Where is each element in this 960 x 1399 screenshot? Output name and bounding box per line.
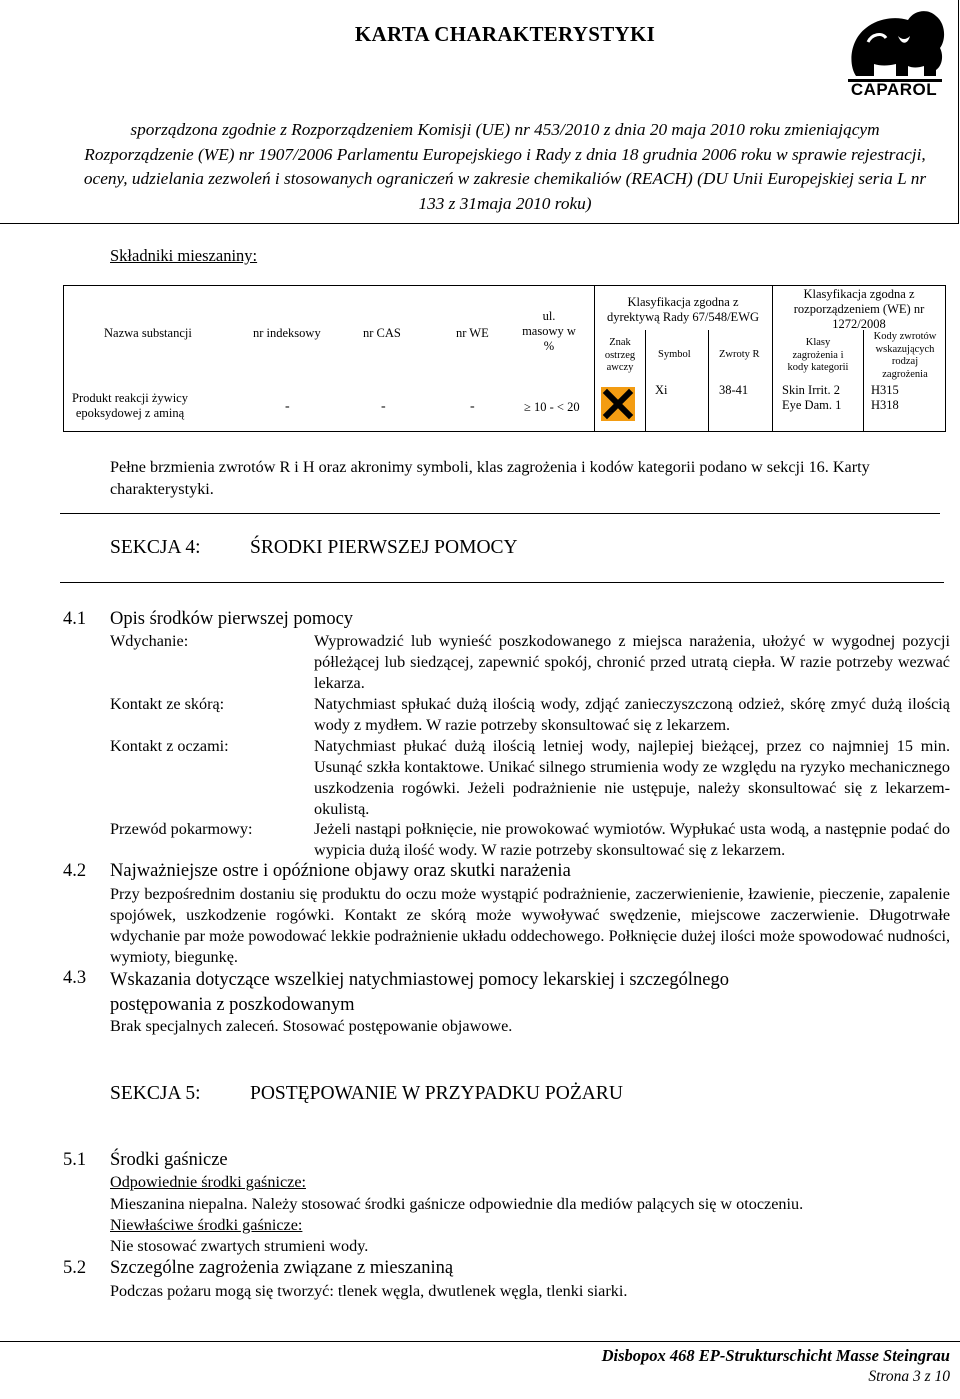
table-divider <box>594 285 595 432</box>
subtitle-line: oceny, udzielania zezwoleń i stosowanych ograniczeń w zakresie chemikaliów (REACH) (DU Unii Europejskiej seria L nr <box>83 169 927 188</box>
regulation-line: rozporządzeniem (WE) nr <box>793 302 925 316</box>
substance-name-line: Produkt reakcji żywicy <box>72 391 188 405</box>
subsection-title: Środki gaśnicze <box>110 1150 228 1170</box>
section5-label: SEKCJA 5: <box>110 1083 201 1104</box>
section4-title: ŚRODKI PIERWSZEJ POMOCY <box>250 537 518 558</box>
first-aid-label: Kontakt ze skórą: <box>110 695 225 713</box>
col-r-phrases: Zwroty R <box>719 349 760 360</box>
components-heading: Składniki mieszaniny: <box>110 246 258 265</box>
h-code-line: rodzaj <box>891 356 919 367</box>
sign-line: ostrzeg <box>604 349 636 361</box>
subsection-number: 4.3 <box>63 968 87 988</box>
mass-line: % <box>543 339 555 353</box>
col-symbol: Symbol <box>658 349 691 360</box>
fire-hazards-text: Podczas pożaru mogą się tworzyć: tlenek węgla, dwutlenek węgla, tlenki siarki. <box>110 1282 628 1300</box>
row-index: - <box>285 399 290 414</box>
substance-name-line: epoksydowej z aminą <box>75 406 185 420</box>
table-divider <box>772 285 773 432</box>
sign-line: awczy <box>606 362 634 373</box>
page-number: Strona 3 z 10 <box>868 1368 950 1385</box>
subsection-number: 5.1 <box>63 1150 87 1170</box>
subsection-title <box>110 968 729 1018</box>
regulation-subtitle <box>0 118 960 216</box>
harmful-irritant-pictogram <box>600 386 636 422</box>
subsection-number: 4.1 <box>63 609 87 629</box>
subsection-title: Szczególne zagrożenia związane z mieszaniną <box>110 1258 454 1278</box>
unsuitable-media-text: Nie stosować zwartych strumieni wody. <box>110 1237 369 1255</box>
footer-divider <box>0 1341 960 1342</box>
col-index-number: nr indeksowy <box>253 326 321 340</box>
unsuitable-media-label: Niewłaściwe środki gaśnicze: <box>110 1216 303 1234</box>
h-code-line: zagrożenia <box>882 368 928 380</box>
col-cas-number: nr CAS <box>363 326 401 340</box>
suitable-media-label: Odpowiednie środki gaśnicze: <box>110 1173 306 1191</box>
col-h-codes <box>864 331 946 381</box>
document-title: KARTA CHARAKTERYSTYKI <box>354 22 656 46</box>
hazard-class-line: zagrożenia i <box>792 349 844 361</box>
first-aid-label: Kontakt z oczami: <box>110 737 229 755</box>
subsection-number: 5.2 <box>63 1258 87 1278</box>
first-aid-text: Wyprowadzić lub wynieść poszkodowanego z miejsca narażenia, ułożyć w wygodnej pozycji półleżącej lub siedzącej, zapewnić spokój, chronić przed utratą ciepła. W razie potrzeby wezwać lekarza. <box>314 632 950 692</box>
row-symbol: Xi <box>655 383 668 397</box>
directive-line: dyrektywą Rady 67/548/EWG <box>606 310 760 324</box>
first-aid-text: Natychmiast spłukać dużą ilością wody, zdjąć zanieczyszczoną odzież, skórę zmyć dużą ilością wody z mydłem. W razie potrzeby skonsultować się z lekarzem. <box>314 695 950 734</box>
h-code: H318 <box>871 398 899 412</box>
first-aid-label: Wdychanie: <box>110 632 189 650</box>
regulation-line: Klasyfikacja zgodna z <box>803 287 915 301</box>
first-aid-text: Natychmiast płukać dużą ilością letniej wody, najlepiej bieżącej, przez co najmniej 15 min. Usunąć szkła kontaktowe. Unikać silnego strumienia wody ze względu na ryzyko mechanicznego uszkodzenia rogówki. Jeżeli podrażnienie nie ustępuje, należy skonsultować się z lekarzem-okulistą. <box>314 737 950 818</box>
logo-text: CAPAROL <box>850 80 938 99</box>
h-code: H315 <box>871 383 899 397</box>
row-r-phrases: 38-41 <box>719 383 749 397</box>
sign-line: Znak <box>609 337 631 348</box>
section-divider <box>60 582 944 583</box>
hazard-class: Skin Irrit. 2 <box>782 383 840 397</box>
caparol-logo <box>838 6 950 102</box>
medical-advice-text: Brak specjalnych zaleceń. Stosować postępowanie objawowe. <box>110 1017 513 1035</box>
row-h-codes <box>871 383 899 413</box>
row-cas: - <box>381 399 386 414</box>
components-note: Pełne brzmienia zwrotów R i H oraz akronimy symboli, klas zagrożenia i kodów kategorii podano w sekcji 16. Karty charakterystyki. <box>110 458 870 498</box>
section5-title: POSTĘPOWANIE W PRZYPADKU POŻARU <box>250 1083 623 1104</box>
hazard-class-line: Klasy <box>805 337 831 348</box>
table-divider <box>708 330 709 432</box>
row-hazard-classes <box>782 383 841 413</box>
subsection-title-line: Wskazania dotyczące wszelkiej natychmiastowej pomocy lekarskiej i szczególnego <box>110 970 729 990</box>
subsection-title: Najważniejsze ostre i opóźnione objawy oraz skutki narażenia <box>110 861 571 881</box>
h-code-line: wskazujących <box>875 343 935 355</box>
mass-line: ul. <box>542 309 556 323</box>
row-we: - <box>470 399 475 414</box>
directive-line: Klasyfikacja zgodna z <box>627 295 739 309</box>
subsection-title-line: postępowania z poszkodowanym <box>110 995 355 1015</box>
col-directive-classification <box>596 295 770 325</box>
hazard-class-line: kody kategorii <box>787 362 849 373</box>
subtitle-line: Rozporządzenie (WE) nr 1907/2006 Parlamentu Europejskiego i Rady z dnia 18 grudnia 2006 roku w sprawie rejestracji, <box>84 144 926 164</box>
product-name: Disbopox 468 EP-Strukturschicht Masse Steingrau <box>601 1346 950 1365</box>
symptoms-text: Przy bezpośrednim dostaniu się produktu do oczu może wystąpić podrażnienie, zaczerwienienie, łzawienie, pieczenie, zapalenie spojówek, uszkodzenie rogówki. Kontakt ze skórą może wywoływać swędzenie, miejscowe zaczerwienie. Długotrwałe wdychanie par może powodować lekkie podrażnienie układu oddechowego. Połknięcie dużej ilości może spowodować nudności, wymioty, biegunkę. <box>110 885 950 966</box>
col-mass-percent <box>519 309 579 354</box>
h-code-line: Kody zwrotów <box>873 331 937 342</box>
mass-line: masowy w <box>522 324 576 338</box>
subtitle-line: sporządzona zgodnie z Rozporządzeniem Komisji (UE) nr 453/2010 z dnia 20 maja 2010 roku zmieniającym <box>130 120 880 139</box>
section4-label: SEKCJA 4: <box>110 537 201 558</box>
col-substance-name: Nazwa substancji <box>104 326 192 340</box>
hazard-class: Eye Dam. 1 <box>782 398 842 412</box>
table-divider <box>645 330 646 432</box>
col-hazard-classes <box>774 337 862 375</box>
first-aid-text: Jeżeli nastąpi połknięcie, nie prowokować wymiotów. Wypłukać usta wodą, a następnie podać do wypicia dużą ilość wody. W razie potrzeby skonsultować się z lekarzem. <box>314 820 950 859</box>
cross-hazard-icon <box>600 386 636 422</box>
section-divider <box>60 513 940 514</box>
col-regulation-classification <box>774 287 944 332</box>
subtitle-line: 133 z 31maja 2010 roku) <box>418 193 592 213</box>
first-aid-label: Przewód pokarmowy: <box>110 820 253 838</box>
row-mass: ≥ 10 - < 20 <box>524 400 580 414</box>
col-warning-sign <box>597 337 643 375</box>
subsection-title: Opis środków pierwszej pomocy <box>110 609 354 629</box>
suitable-media-text: Mieszanina niepalna. Należy stosować środki gaśnicze odpowiednie dla mediów palących się w otoczeniu. <box>110 1195 804 1213</box>
subsection-number: 4.2 <box>63 861 87 881</box>
col-we-number: nr WE <box>456 326 489 340</box>
row-substance-name <box>66 391 194 421</box>
regulation-line: 1272/2008 <box>832 317 886 331</box>
